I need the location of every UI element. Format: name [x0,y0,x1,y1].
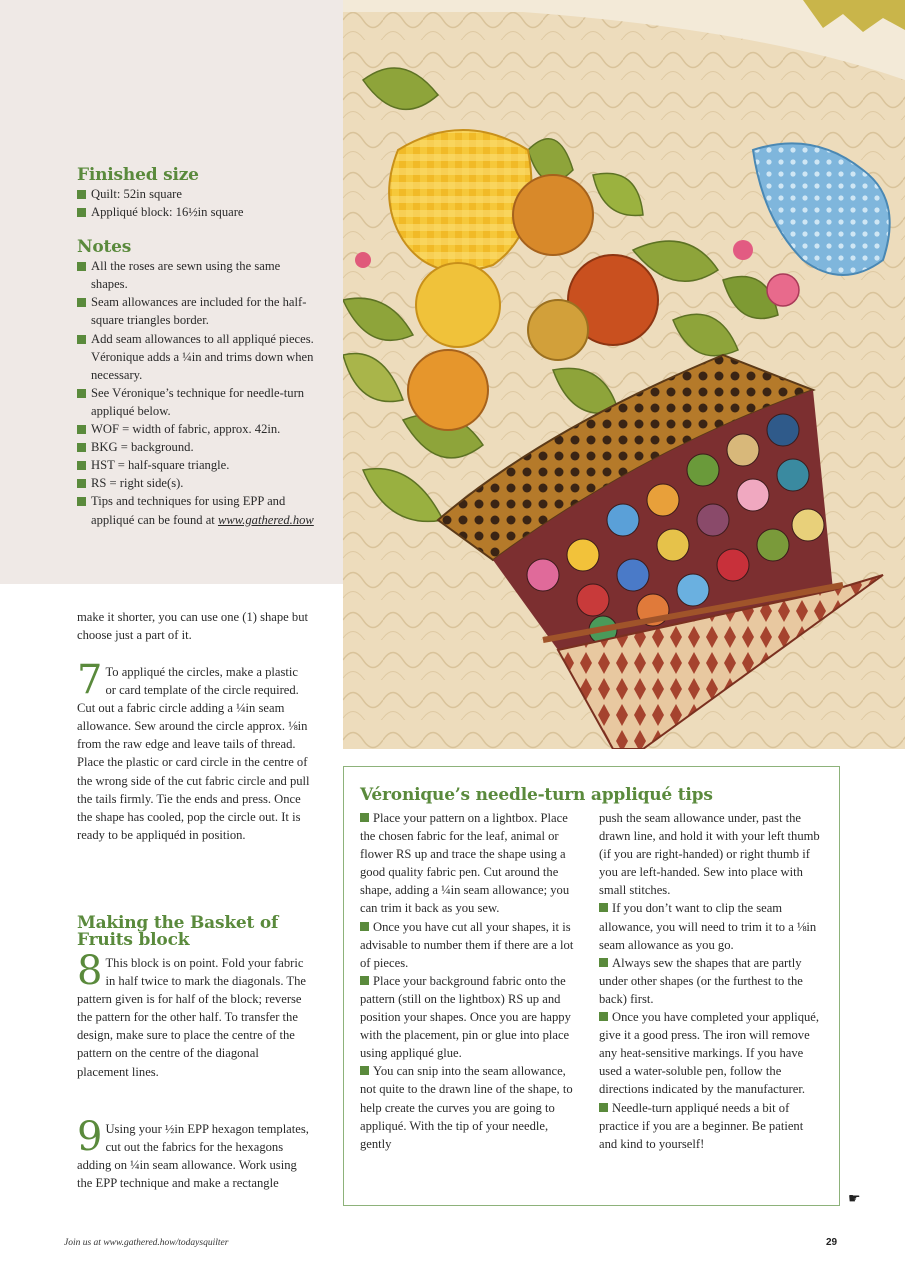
bullet-square-icon [77,262,86,271]
page-number: 29 [826,1237,838,1248]
bullet-square-icon [360,922,369,931]
bullet-square-icon [77,497,86,506]
list-item: HST = half-square triangle. [77,456,317,474]
tip-continuation: push the seam allowance under, past the drawn line, and hold it with your left thumb (if you are right-handed) or right thumb if you are left-handed. Sew into place with small stitches. [599,811,820,898]
finished-size-heading: Finished size [77,165,199,185]
list-item: Seam allowances are included for the half-square triangles border. [77,293,317,329]
bullet-square-icon [77,443,86,452]
step-9 [77,1114,311,1192]
step-8 [77,948,311,1081]
tip-item: Needle-turn appliqué needs a bit of practice if you are a beginner. Be patient and kind to yourself! [599,1100,804,1151]
tip-item: If you don’t want to clip the seam allowance, you will need to trim it to a ⅛in seam allowance as you go. [599,901,817,952]
basket-of-fruits-quilt-photo [343,0,905,749]
tip-item: Once you have completed your appliqué, give it a good press. The iron will remove any heat-sensitive markings. If you have used a water-soluble pen, follow the directions indicated by the manufacturer. [599,1010,820,1097]
pointing-hand-icon: ☛ [848,1192,861,1207]
tips-column-right [599,809,821,1153]
gathered-link[interactable]: www.gathered.how [217,512,314,527]
bullet-square-icon [360,1066,369,1075]
continuation-paragraph [77,608,311,644]
tip-item: Always sew the shapes that are partly under other shapes (or the furthest to the back) first. [599,955,803,1006]
step-text: This block is on point. Fold your fabric in half twice to mark the diagonals. The pattern given is for half of the block; reverse the pattern for the other half. To transfer the design, make sure to place the centre of the pattern on the centre of the diagonal placement lines. [77,956,306,1079]
bullet-square-icon [77,425,86,434]
list-item: Tips and techniques for using EPP and appliqué can be found at www.gathered.how [77,492,317,528]
list-item: BKG = background. [77,438,317,456]
step-number: 7 [77,657,103,703]
quilt-illustration [343,0,905,749]
bullet-square-icon [77,208,86,217]
bullet-square-icon [77,461,86,470]
list-item: RS = right side(s). [77,474,317,492]
list-item: Appliqué block: 16½in square [77,203,317,221]
bullet-square-icon [599,1012,608,1021]
bullet-square-icon [599,958,608,967]
step-text: Using your ½in EPP hexagon templates, cut out the fabrics for the hexagons adding on ¼in seam allowance. Work using the EPP technique and make a rectangle [77,1122,309,1191]
bullet-square-icon [360,813,369,822]
bullet-square-icon [77,298,86,307]
tips-column-left [360,809,582,1153]
tip-item: Once you have cut all your shapes, it is advisable to number them if there are a lot of pieces. [360,919,574,970]
list-item: See Véronique’s technique for needle-turn appliqué below. [77,384,317,420]
step-number: 8 [77,948,103,994]
tip-item: Place your background fabric onto the pattern (still on the lightbox) RS up and position your shapes. Once you are happy with the placement, pin or glue into place using appliqué glue. [360,973,571,1061]
list-item: WOF = width of fabric, approx. 42in. [77,420,317,438]
bullet-square-icon [77,389,86,398]
tips-heading: Véronique’s needle-turn appliqué tips [360,785,713,805]
step-number: 9 [77,1114,103,1160]
list-item: Add seam allowances to all appliqué pieces. Véronique adds a ¼in and trims down when necessary. [77,330,317,384]
list-item: All the roses are sewn using the same shapes. [77,257,317,293]
bullet-square-icon [360,976,369,985]
bullet-square-icon [77,479,86,488]
bullet-square-icon [77,190,86,199]
sidebar-content [77,166,317,529]
tips-box [343,766,840,1206]
notes-heading: Notes [77,237,132,258]
step-7 [77,657,311,844]
finished-size-list [77,185,317,221]
notes-list [77,257,317,528]
footer-url[interactable]: Join us at www.gathered.how/todaysquilter [64,1238,229,1248]
tip-item: Place your pattern on a lightbox. Place the chosen fabric for the leaf, animal or flower RS up and trace the shape using a good quality fabric pen. Cut around the shape, adding a ¼in seam allowance; you can trim it back as you sew. [360,811,570,916]
bullet-square-icon [599,1103,608,1112]
tip-item: You can snip into the seam allowance, not quite to the drawn line of the shape, to help create the curves you are going to appliqué. With the tip of your needle, gently [360,1064,573,1151]
sidebar-panel [0,0,343,584]
basket-section [77,915,311,949]
step-text: To appliqué the circles, make a plastic or card template of the circle required. Cut out a fabric circle adding a ¼in seam allowance. Sew around the circle approx. ⅛in from the raw edge and leave tails of thread. Place the plastic or card circle in the centre of the wrong side of the cut fabric circle and pull the tails firmly. Tie the ends and press. Once the shape has cooled, pop the circle out. It is ready to be appliquéd in position. [77,665,310,842]
section-heading: Making the Basket of Fruits block [77,913,279,950]
bullet-square-icon [77,335,86,344]
body-text: make it shorter, you can use one (1) shape but choose just a part of it. [77,610,309,643]
bullet-square-icon [599,903,608,912]
list-item: Quilt: 52in square [77,185,317,203]
